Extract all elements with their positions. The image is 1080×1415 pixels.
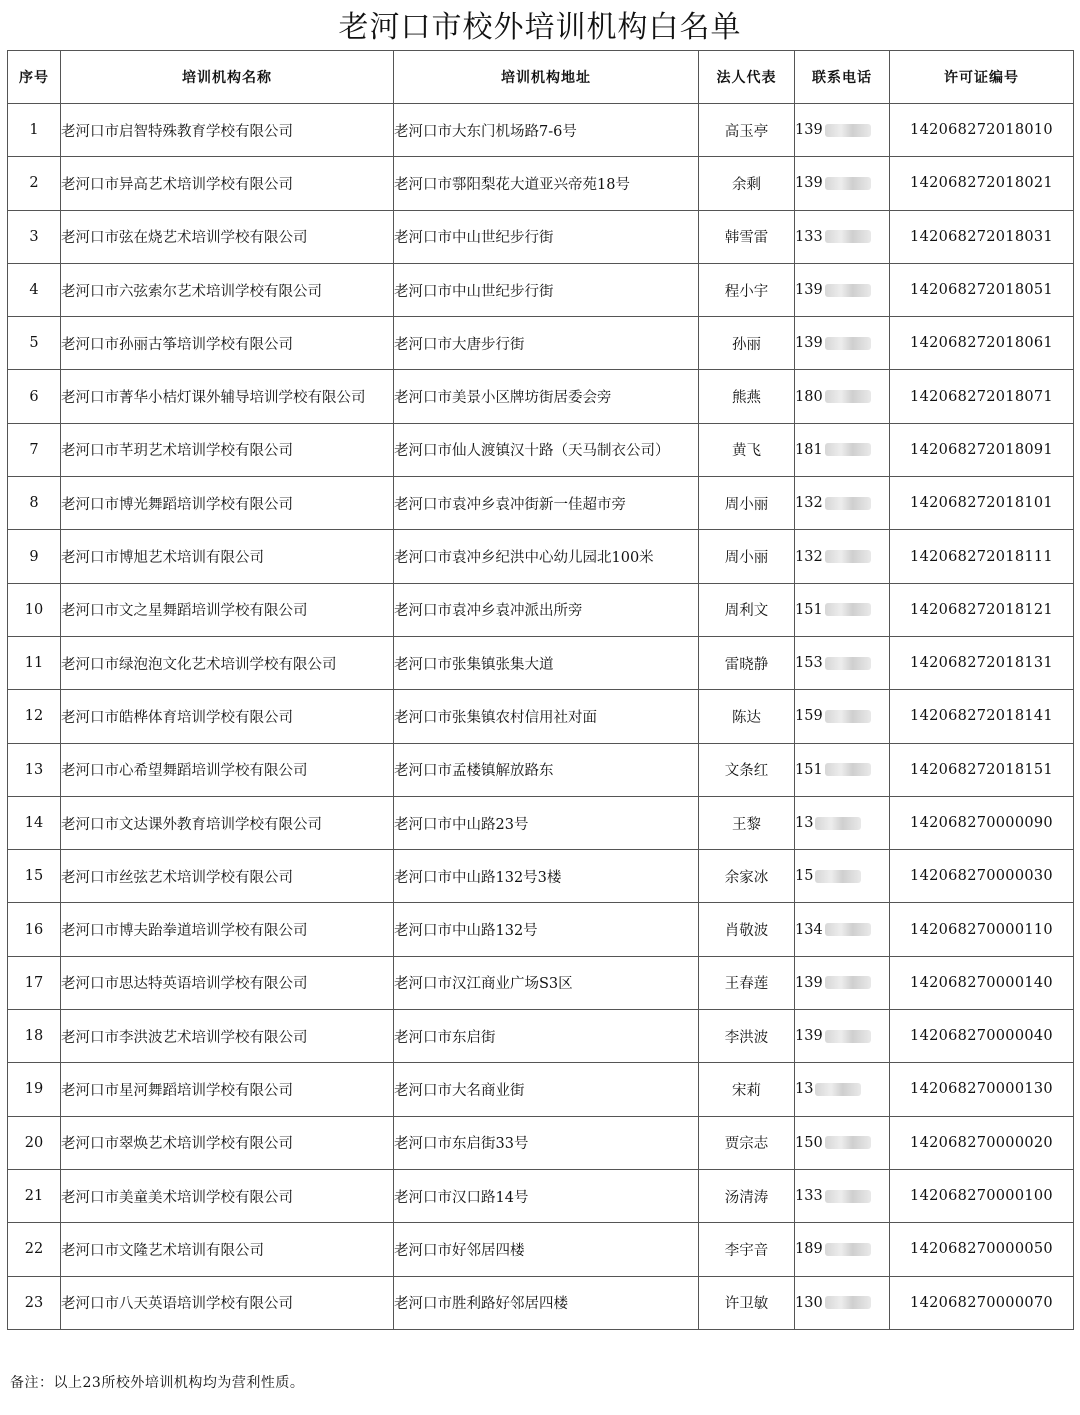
table-row: [8, 956, 1074, 1009]
cell-phone: [795, 903, 890, 956]
cell-address: 老河口市胜利路好邻居四楼: [394, 1276, 699, 1329]
cell-org-name: 老河口市弦在烧艺术培训学校有限公司: [61, 210, 394, 263]
cell-org-name: 老河口市六弦索尔艺术培训学校有限公司: [61, 263, 394, 316]
cell-phone: [795, 1010, 890, 1063]
cell-license-no: 142068270000110: [890, 903, 1074, 956]
cell-license-no: 142068270000040: [890, 1010, 1074, 1063]
redacted-digits: [825, 124, 871, 137]
redacted-digits: [825, 390, 871, 403]
cell-license-no: 142068272018031: [890, 210, 1074, 263]
footnote: 备注：以上23所校外培训机构均为营利性质。: [10, 1375, 305, 1391]
redacted-digits: [825, 976, 871, 989]
phone-prefix: 150: [795, 1134, 823, 1151]
phone-prefix: 132: [795, 495, 823, 512]
cell-phone: [795, 530, 890, 583]
cell-license-no: 142068272018101: [890, 477, 1074, 530]
cell-license-no: 142068272018151: [890, 743, 1074, 796]
cell-license-no: 142068272018010: [890, 104, 1074, 157]
cell-legal-rep: 余剩: [699, 157, 795, 210]
cell-org-name: 老河口市心希望舞蹈培训学校有限公司: [61, 743, 394, 796]
cell-legal-rep: 熊燕: [699, 370, 795, 423]
cell-seq: 1: [8, 104, 61, 157]
phone-prefix: 132: [795, 548, 823, 565]
cell-legal-rep: 黄飞: [699, 423, 795, 476]
cell-seq: 7: [8, 423, 61, 476]
cell-seq: 16: [8, 903, 61, 956]
cell-address: 老河口市大唐步行街: [394, 317, 699, 370]
redacted-digits: [825, 550, 871, 563]
table-row: [8, 530, 1074, 583]
header-rep: 法人代表: [699, 51, 795, 104]
cell-license-no: 142068272018121: [890, 583, 1074, 636]
cell-phone: [795, 157, 890, 210]
phone-prefix: 139: [795, 974, 823, 991]
table-row: [8, 317, 1074, 370]
cell-seq: 8: [8, 477, 61, 530]
phone-prefix: 159: [795, 708, 823, 725]
cell-org-name: 老河口市绿泡泡文化艺术培训学校有限公司: [61, 636, 394, 689]
table-row: [8, 477, 1074, 530]
redacted-digits: [825, 284, 871, 297]
cell-license-no: 142068270000140: [890, 956, 1074, 1009]
cell-address: 老河口市中山路132号: [394, 903, 699, 956]
redacted-digits: [825, 603, 871, 616]
table-row: [8, 1223, 1074, 1276]
cell-address: 老河口市张集镇张集大道: [394, 636, 699, 689]
table-row: [8, 850, 1074, 903]
cell-phone: [795, 370, 890, 423]
phone-prefix: 15: [795, 868, 814, 885]
cell-seq: 6: [8, 370, 61, 423]
redacted-digits: [825, 657, 871, 670]
cell-org-name: 老河口市文隆艺术培训有限公司: [61, 1223, 394, 1276]
cell-legal-rep: 陈达: [699, 690, 795, 743]
cell-license-no: 142068270000030: [890, 850, 1074, 903]
cell-org-name: 老河口市芊玥艺术培训学校有限公司: [61, 423, 394, 476]
table-row: [8, 423, 1074, 476]
cell-org-name: 老河口市博夫跆拳道培训学校有限公司: [61, 903, 394, 956]
cell-address: 老河口市中山世纪步行街: [394, 210, 699, 263]
redacted-digits: [825, 1243, 871, 1256]
redacted-digits: [815, 817, 861, 830]
cell-legal-rep: 王春莲: [699, 956, 795, 1009]
cell-license-no: 142068270000070: [890, 1276, 1074, 1329]
cell-license-no: 142068272018021: [890, 157, 1074, 210]
redacted-digits: [825, 710, 871, 723]
cell-org-name: 老河口市文达课外教育培训学校有限公司: [61, 796, 394, 849]
phone-prefix: 133: [795, 228, 823, 245]
cell-phone: [795, 1116, 890, 1169]
cell-org-name: 老河口市八天英语培训学校有限公司: [61, 1276, 394, 1329]
cell-license-no: 142068272018051: [890, 263, 1074, 316]
cell-phone: [795, 1276, 890, 1329]
cell-legal-rep: 许卫敏: [699, 1276, 795, 1329]
redacted-digits: [825, 923, 871, 936]
cell-address: 老河口市袁冲乡袁冲街新一佳超市旁: [394, 477, 699, 530]
cell-legal-rep: 肖敬波: [699, 903, 795, 956]
cell-org-name: 老河口市文之星舞蹈培训学校有限公司: [61, 583, 394, 636]
phone-prefix: 153: [795, 655, 823, 672]
cell-org-name: 老河口市菁华小桔灯课外辅导培训学校有限公司: [61, 370, 394, 423]
cell-license-no: 142068272018111: [890, 530, 1074, 583]
cell-license-no: 142068270000130: [890, 1063, 1074, 1116]
phone-prefix: 151: [795, 761, 823, 778]
redacted-digits: [825, 230, 871, 243]
table-row: [8, 583, 1074, 636]
cell-seq: 5: [8, 317, 61, 370]
cell-seq: 14: [8, 796, 61, 849]
phone-prefix: 189: [795, 1241, 823, 1258]
cell-phone: [795, 1169, 890, 1222]
cell-legal-rep: 孙丽: [699, 317, 795, 370]
phone-prefix: 13: [795, 1081, 814, 1098]
phone-prefix: 151: [795, 601, 823, 618]
redacted-digits: [825, 1190, 871, 1203]
whitelist-table: [7, 50, 1074, 1330]
cell-license-no: 142068270000090: [890, 796, 1074, 849]
redacted-digits: [825, 763, 871, 776]
header-license: 许可证编号: [890, 51, 1074, 104]
cell-legal-rep: 余家冰: [699, 850, 795, 903]
cell-seq: 3: [8, 210, 61, 263]
cell-seq: 19: [8, 1063, 61, 1116]
cell-address: 老河口市好邻居四楼: [394, 1223, 699, 1276]
cell-legal-rep: 雷晓静: [699, 636, 795, 689]
cell-phone: [795, 636, 890, 689]
cell-address: 老河口市张集镇农村信用社对面: [394, 690, 699, 743]
table-row: [8, 636, 1074, 689]
cell-legal-rep: 汤清涛: [699, 1169, 795, 1222]
table-row: [8, 157, 1074, 210]
table-row: [8, 743, 1074, 796]
cell-address: 老河口市中山路23号: [394, 796, 699, 849]
cell-phone: [795, 690, 890, 743]
cell-address: 老河口市中山世纪步行街: [394, 263, 699, 316]
table-row: [8, 1063, 1074, 1116]
cell-license-no: 142068272018091: [890, 423, 1074, 476]
table-row: [8, 1276, 1074, 1329]
cell-license-no: 142068270000050: [890, 1223, 1074, 1276]
table-row: [8, 796, 1074, 849]
phone-prefix: 133: [795, 1188, 823, 1205]
table-row: [8, 210, 1074, 263]
redacted-digits: [825, 443, 871, 456]
cell-legal-rep: 韩雪雷: [699, 210, 795, 263]
cell-phone: [795, 743, 890, 796]
phone-prefix: 130: [795, 1294, 823, 1311]
cell-seq: 15: [8, 850, 61, 903]
cell-org-name: 老河口市启智特殊教育学校有限公司: [61, 104, 394, 157]
cell-license-no: 142068272018071: [890, 370, 1074, 423]
phone-prefix: 139: [795, 175, 823, 192]
cell-legal-rep: 李宇音: [699, 1223, 795, 1276]
cell-legal-rep: 文条红: [699, 743, 795, 796]
cell-seq: 20: [8, 1116, 61, 1169]
cell-seq: 23: [8, 1276, 61, 1329]
redacted-digits: [815, 1083, 861, 1096]
cell-seq: 2: [8, 157, 61, 210]
cell-legal-rep: 王黎: [699, 796, 795, 849]
phone-prefix: 139: [795, 1028, 823, 1045]
phone-prefix: 139: [795, 282, 823, 299]
cell-legal-rep: 宋莉: [699, 1063, 795, 1116]
phone-prefix: 139: [795, 335, 823, 352]
cell-phone: [795, 850, 890, 903]
cell-phone: [795, 423, 890, 476]
cell-seq: 13: [8, 743, 61, 796]
phone-prefix: 13: [795, 815, 814, 831]
cell-legal-rep: 周小丽: [699, 477, 795, 530]
table-row: [8, 263, 1074, 316]
redacted-digits: [825, 1030, 871, 1043]
cell-org-name: 老河口市博光舞蹈培训学校有限公司: [61, 477, 394, 530]
redacted-digits: [825, 1296, 871, 1309]
cell-address: 老河口市东启街: [394, 1010, 699, 1063]
header-phone: 联系电话: [795, 51, 890, 104]
cell-org-name: 老河口市李洪波艺术培训学校有限公司: [61, 1010, 394, 1063]
cell-seq: 9: [8, 530, 61, 583]
cell-legal-rep: 高玉亭: [699, 104, 795, 157]
cell-address: 老河口市美景小区牌坊街居委会旁: [394, 370, 699, 423]
table-row: [8, 903, 1074, 956]
cell-address: 老河口市汉口路14号: [394, 1169, 699, 1222]
phone-prefix: 180: [795, 388, 823, 405]
cell-org-name: 老河口市博旭艺术培训有限公司: [61, 530, 394, 583]
cell-seq: 17: [8, 956, 61, 1009]
cell-phone: [795, 796, 890, 849]
redacted-digits: [825, 337, 871, 350]
cell-address: 老河口市东启街33号: [394, 1116, 699, 1169]
phone-prefix: 139: [795, 122, 823, 139]
cell-address: 老河口市汉江商业广场S3区: [394, 956, 699, 1009]
cell-org-name: 老河口市翠焕艺术培训学校有限公司: [61, 1116, 394, 1169]
cell-legal-rep: 程小宇: [699, 263, 795, 316]
cell-phone: [795, 1223, 890, 1276]
cell-phone: [795, 477, 890, 530]
cell-org-name: 老河口市异高艺术培训学校有限公司: [61, 157, 394, 210]
cell-phone: [795, 583, 890, 636]
cell-address: 老河口市鄠阳梨花大道亚兴帝苑18号: [394, 157, 699, 210]
cell-legal-rep: 周小丽: [699, 530, 795, 583]
table-row: [8, 1169, 1074, 1222]
cell-phone: [795, 956, 890, 1009]
cell-phone: [795, 210, 890, 263]
table-row: [8, 690, 1074, 743]
cell-org-name: 老河口市思达特英语培训学校有限公司: [61, 956, 394, 1009]
redacted-digits: [815, 870, 861, 883]
cell-address: 老河口市孟楼镇解放路东: [394, 743, 699, 796]
table-row: [8, 1010, 1074, 1063]
cell-phone: [795, 317, 890, 370]
cell-legal-rep: 贾宗志: [699, 1116, 795, 1169]
cell-seq: 4: [8, 263, 61, 316]
cell-license-no: 142068272018061: [890, 317, 1074, 370]
cell-org-name: 老河口市皓桦体育培训学校有限公司: [61, 690, 394, 743]
cell-phone: [795, 104, 890, 157]
cell-address: 老河口市大东门机场路7-6号: [394, 104, 699, 157]
cell-seq: 11: [8, 636, 61, 689]
cell-phone: [795, 263, 890, 316]
cell-address: 老河口市袁冲乡纪洪中心幼儿园北100米: [394, 530, 699, 583]
cell-address: 老河口市大名商业街: [394, 1063, 699, 1116]
cell-org-name: 老河口市美童美术培训学校有限公司: [61, 1169, 394, 1222]
header-address: 培训机构地址: [394, 51, 699, 104]
cell-seq: 22: [8, 1223, 61, 1276]
cell-org-name: 老河口市孙丽古筝培训学校有限公司: [61, 317, 394, 370]
cell-phone: [795, 1063, 890, 1116]
cell-legal-rep: 李洪波: [699, 1010, 795, 1063]
cell-seq: 10: [8, 583, 61, 636]
cell-legal-rep: 周利文: [699, 583, 795, 636]
redacted-digits: [825, 497, 871, 510]
cell-license-no: 142068272018141: [890, 690, 1074, 743]
cell-org-name: 老河口市星河舞蹈培训学校有限公司: [61, 1063, 394, 1116]
cell-license-no: 142068272018131: [890, 636, 1074, 689]
cell-address: 老河口市袁冲乡袁冲派出所旁: [394, 583, 699, 636]
redacted-digits: [825, 177, 871, 190]
header-name: 培训机构名称: [61, 51, 394, 104]
phone-prefix: 181: [795, 441, 823, 458]
page-title: 老河口市校外培训机构白名单: [338, 10, 742, 45]
cell-license-no: 142068270000020: [890, 1116, 1074, 1169]
table-row: [8, 1116, 1074, 1169]
table-row: [8, 370, 1074, 423]
cell-license-no: 142068270000100: [890, 1169, 1074, 1222]
phone-prefix: 134: [795, 921, 823, 938]
cell-seq: 21: [8, 1169, 61, 1222]
header-row: [8, 51, 1074, 104]
cell-org-name: 老河口市丝弦艺术培训学校有限公司: [61, 850, 394, 903]
cell-seq: 12: [8, 690, 61, 743]
cell-address: 老河口市仙人渡镇汉十路（天马制衣公司）: [394, 423, 699, 476]
table-row: [8, 104, 1074, 157]
cell-address: 老河口市中山路132号3楼: [394, 850, 699, 903]
cell-seq: 18: [8, 1010, 61, 1063]
redacted-digits: [825, 1136, 871, 1149]
header-seq: 序号: [8, 51, 61, 104]
